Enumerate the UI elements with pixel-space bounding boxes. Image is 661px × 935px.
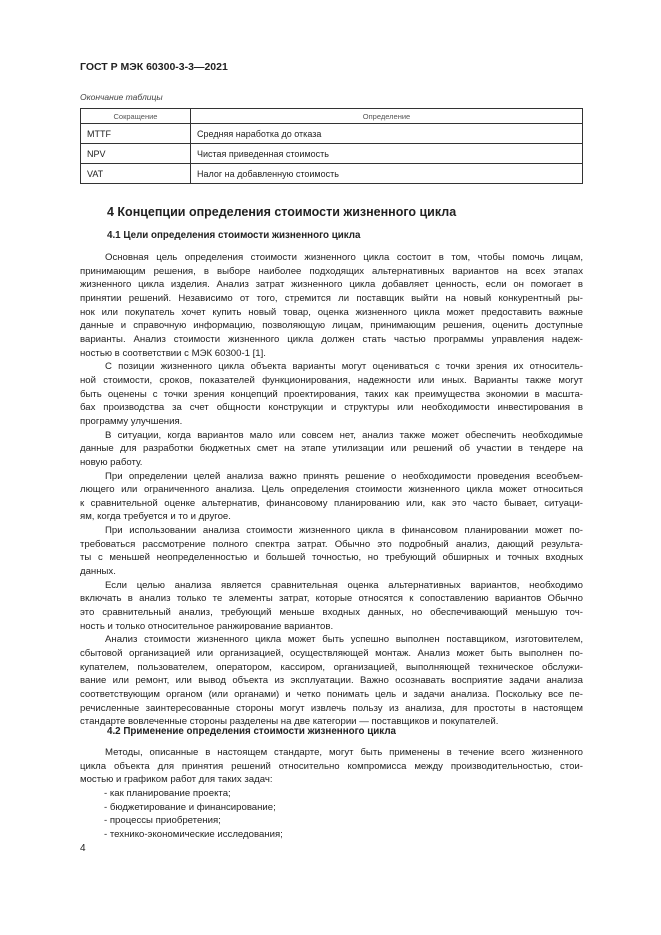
text-line: это сравнительный анализ, требующий меньше входных данных, но обеспечивающий меньшую точ- (80, 607, 583, 619)
text-line: стандарте вовлеченные стороны разделены на две категории — поставщиков и покупателей. (80, 716, 499, 728)
text-line: данных. (80, 566, 116, 578)
table-row (81, 124, 583, 144)
list-item: - процессы приобретения; (104, 815, 221, 827)
text-line: ты с меньшей неопределенностью и большей точностью, но требующий обширных и точных входных (80, 552, 583, 564)
text-line: программу улучшения. (80, 415, 183, 427)
list-item: - как планирование проекта; (104, 787, 231, 799)
text-line: принятии решений. Независимо от того, стремится ли поставщик выйти на новый конкурентный ры- (80, 292, 583, 304)
text-line: нок или покупатель хочет купить новый товар, оценка жизненного цикла может предоставить важные (80, 306, 583, 318)
text-line: вание или ремонт, или вывод объекта из эксплуатации. Важно осознавать восприятие задачи анализа (80, 675, 583, 687)
text-line: мостью и графиком работ для таких задач: (80, 774, 273, 786)
table-row (81, 164, 583, 184)
abbreviations-table (80, 108, 583, 184)
text-line: При определении целей анализа важно принять решение о необходимости проведения всеобъем- (105, 470, 583, 482)
text-line: быть оценены с точки зрения концепций проектирования, таких как преимущества экономии в масшта- (80, 388, 583, 400)
text-line: сбытовой организацией или организацией, осуществляющей монтаж. Анализ может быть выполнен по- (80, 648, 583, 660)
table-cell: Чистая приведенная стоимость (191, 144, 583, 164)
paragraph (80, 524, 583, 579)
text-line: требоваться рассмотрение полного спектра затрат. Обычно это подробный анализ, дающий результа- (80, 538, 583, 550)
text-line: лющего или ограниченного анализа. Цель определения стоимости жизненного цикла может относиться (80, 484, 583, 496)
paragraph (80, 251, 583, 360)
text-line: варианты. Анализ стоимости жизненного цикла должен стать частью программы управления надеж- (80, 333, 583, 345)
text-line: данные для разработки бюджетных смет на этапе утилизации или решений об участии в тендере на (80, 443, 583, 455)
text-line: цикла объекта для принятия решений относительно компромисса между производительностью, стои- (80, 760, 583, 772)
column-header: Определение (191, 109, 583, 124)
text-line: речисленные заинтересованные стороны могут извлечь пользу из анализа, для простоты в настоящем (80, 702, 583, 714)
section-4-1-heading: 4.1 Цели определения стоимости жизненного цикла (107, 230, 361, 241)
paragraph (80, 633, 583, 729)
section-4-2-body (80, 746, 583, 842)
text-line: С позиции жизненного цикла объекта варианты могут оцениваться с точки зрения их относитель- (105, 361, 583, 373)
list-item: - технико-экономические исследования; (104, 828, 283, 840)
section-4-2-heading: 4.2 Применение определения стоимости жизненного цикла (107, 726, 396, 737)
text-line: ной стоимости, сроков, показателей функционирования, надежности или иных. Варианты также могут (80, 374, 583, 386)
section-4-heading: 4 Концепции определения стоимости жизненного цикла (107, 205, 457, 219)
text-line: к сравнительной оценке альтернатив, финансовому планированию или, как это часто бывает, ситуаци- (80, 497, 583, 509)
text-line: включать в анализ только те элементы затрат, которые относятся к сопоставлению вариантов Обычно (80, 593, 583, 605)
list-item: - бюджетирование и финансирование; (104, 801, 276, 813)
text-line: купателем, пользователем, оператором, кассиром, организацией, выполняющей техническое обслужи- (80, 661, 583, 673)
text-line: ностью в соответствии с МЭК 60300-1 [1]. (80, 347, 266, 359)
text-line: Анализ стоимости жизненного цикла может быть успешно выполнен поставщиком, изготовителем, (105, 634, 583, 646)
text-line: Методы, описанные в настоящем стандарте, могут быть применены в течение всего жизненного (105, 747, 583, 758)
page-number: 4 (80, 843, 86, 854)
text-line: соответствующим органом (или органами) и четко понимать цель и задачи анализа. Поскольку все пе- (80, 689, 583, 700)
text-line: жизненного цикла изделия. Анализ затрат жизненного цикла добавляет ценность, если он помогает в (80, 279, 583, 291)
text-line: В ситуации, когда вариантов мало или совсем нет, анализ также может обеспечить необходимые (105, 429, 583, 441)
text-line: ность и только относительное ранжирование вариантов. (80, 620, 334, 632)
table-cell: NPV (81, 144, 191, 164)
table-caption: Окончание таблицы (80, 92, 163, 102)
table-header-row (81, 109, 583, 124)
paragraph (80, 470, 583, 525)
text-line: новую работу. (80, 456, 143, 468)
paragraph (80, 360, 583, 428)
document-header: ГОСТ Р МЭК 60300-3-3—2021 (80, 61, 228, 73)
paragraph (80, 579, 583, 634)
section-4-1-body (80, 251, 583, 729)
table-cell: Средняя наработка до отказа (191, 124, 583, 144)
table-cell: Налог на добавленную стоимость (191, 164, 583, 184)
table-cell: VAT (81, 164, 191, 184)
text-line: ям, когда требуется и то и другое. (80, 511, 231, 523)
text-line: бах производства за счет общности конструкции и структуры или необходимости инвестирования в (80, 402, 583, 414)
text-line: принимающим решения, в выборе наиболее подходящих альтернативных вариантов на всех этапах (80, 265, 583, 277)
paragraph (80, 429, 583, 470)
table-row (81, 144, 583, 164)
table-cell: MTTF (81, 124, 191, 144)
text-line: Основная цель определения стоимости жизненного цикла состоит в том, чтобы помочь лицам, (105, 252, 583, 263)
paragraph (80, 746, 583, 787)
text-line: При использовании анализа стоимости жизненного цикла в финансовом планировании может по- (105, 525, 583, 537)
text-line: Если целью анализа является сравнительная оценка альтернативных вариантов, необходимо (105, 579, 583, 591)
column-header: Сокращение (81, 109, 191, 124)
text-line: данные и справочную информацию, позволяющую лицам, принимающим решения, оценить доступные (80, 320, 583, 332)
